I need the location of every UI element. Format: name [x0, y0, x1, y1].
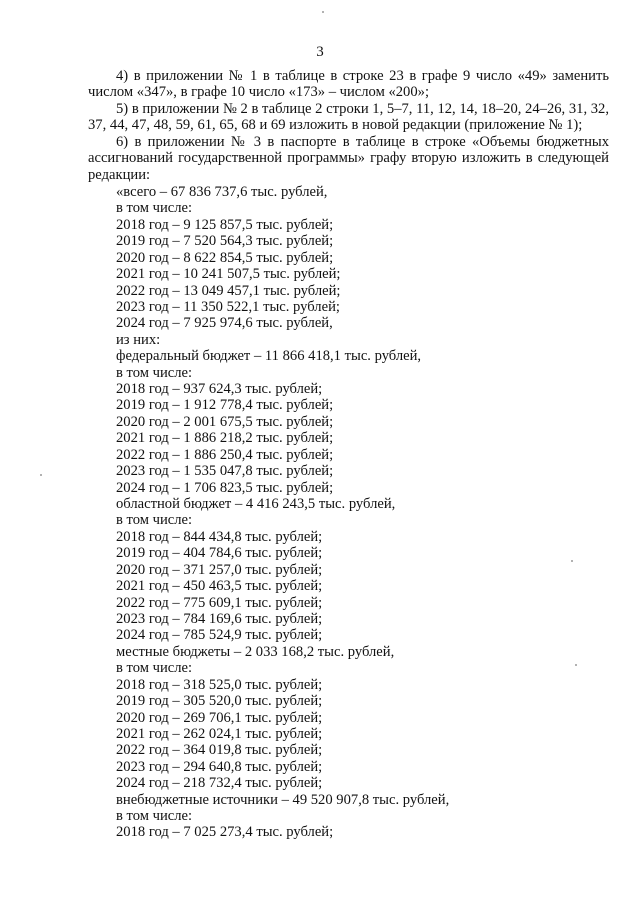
budget-line: 2023 год – 784 169,6 тыс. рублей; — [116, 610, 323, 627]
paragraph-item-6 — [88, 134, 609, 183]
budget-line: 2023 год – 11 350 522,1 тыс. рублей; — [116, 298, 340, 315]
budget-line: 2020 год – 8 622 854,5 тыс. рублей; — [116, 249, 334, 266]
budget-line: из них: — [116, 331, 161, 348]
budget-line: 2021 год – 450 463,5 тыс. рублей; — [116, 578, 323, 595]
budget-line: федеральный бюджет – 11 866 418,1 тыс. рублей, — [116, 348, 422, 365]
budget-line: «всего – 67 836 737,6 тыс. рублей, — [116, 184, 328, 200]
scan-speck — [575, 664, 577, 666]
budget-line: 2019 год – 404 784,6 тыс. рублей; — [116, 545, 323, 562]
budget-line: внебюджетные источники – 49 520 907,8 тыс. рублей, — [116, 791, 450, 808]
budget-line: 2022 год – 13 049 457,1 тыс. рублей; — [116, 282, 341, 299]
paragraph-text: 5) в приложении № 2 в таблице 2 строки 1, 5–7, 11, 12, 14, 18–20, 24–26, 31, 32, 37, 44, 47, 48, 59, 61, 65, 68 и 69 изложить в новой редакции (приложение № 1); — [88, 101, 609, 134]
scan-speck — [322, 11, 324, 13]
paragraph-text: 6) в приложении № 3 в паспорте в таблице в строке «Объемы бюджетных ассигнований государственной программы» графу вторую изложить в следующей редакции: — [88, 134, 609, 183]
page-number: 3 — [316, 44, 324, 60]
budget-line: в том числе: — [116, 808, 193, 825]
budget-line: 2018 год – 937 624,3 тыс. рублей; — [116, 381, 323, 398]
budget-line: в том числе: — [116, 200, 193, 217]
paragraph-text: 4) в приложении № 1 в таблице в строке 23 в графе 9 число «49» заменить числом «347», в графе 10 число «173» – числом «200»; — [88, 68, 609, 101]
budget-line: 2022 год – 775 609,1 тыс. рублей; — [116, 594, 323, 611]
budget-line: 2018 год – 7 025 273,4 тыс. рублей; — [116, 824, 334, 841]
budget-line: 2019 год – 7 520 564,3 тыс. рублей; — [116, 233, 334, 250]
budget-line: 2018 год – 844 434,8 тыс. рублей; — [116, 528, 323, 545]
budget-line: 2024 год – 218 732,4 тыс. рублей; — [116, 775, 323, 792]
budget-line: 2019 год – 1 912 778,4 тыс. рублей; — [116, 397, 334, 414]
budget-line: 2022 год – 364 019,8 тыс. рублей; — [116, 742, 323, 759]
budget-line: в том числе: — [116, 660, 193, 677]
budget-line: в том числе: — [116, 512, 193, 529]
budget-line: 2024 год – 785 524,9 тыс. рублей; — [116, 627, 323, 644]
budget-line: 2024 год – 1 706 823,5 тыс. рублей; — [116, 479, 334, 496]
budget-line: 2019 год – 305 520,0 тыс. рублей; — [116, 693, 323, 710]
budget-line: 2020 год – 269 706,1 тыс. рублей; — [116, 709, 323, 726]
budget-line: 2020 год – 371 257,0 тыс. рублей; — [116, 561, 323, 578]
budget-line: 2021 год – 262 024,1 тыс. рублей; — [116, 725, 323, 742]
budget-line: 2022 год – 1 886 250,4 тыс. рублей; — [116, 446, 334, 463]
budget-line: в том числе: — [116, 364, 193, 381]
budget-line: 2023 год – 294 640,8 тыс. рублей; — [116, 758, 323, 775]
budget-line: областной бюджет – 4 416 243,5 тыс. рублей, — [116, 496, 396, 513]
scan-speck — [571, 560, 573, 562]
budget-allocation-list — [116, 184, 449, 841]
budget-line: 2021 год – 1 886 218,2 тыс. рублей; — [116, 430, 334, 447]
budget-line: 2018 год – 9 125 857,5 тыс. рублей; — [116, 216, 334, 233]
budget-line: 2023 год – 1 535 047,8 тыс. рублей; — [116, 463, 334, 480]
paragraph-item-4 — [88, 68, 609, 101]
budget-line: местные бюджеты – 2 033 168,2 тыс. рублей, — [116, 643, 395, 660]
budget-line: 2021 год – 10 241 507,5 тыс. рублей; — [116, 266, 341, 283]
budget-line: 2020 год – 2 001 675,5 тыс. рублей; — [116, 413, 334, 430]
paragraph-item-5 — [88, 101, 609, 134]
scan-speck — [40, 474, 42, 476]
budget-line: 2024 год – 7 925 974,6 тыс. рублей, — [116, 315, 333, 332]
budget-line: 2018 год – 318 525,0 тыс. рублей; — [116, 676, 323, 693]
